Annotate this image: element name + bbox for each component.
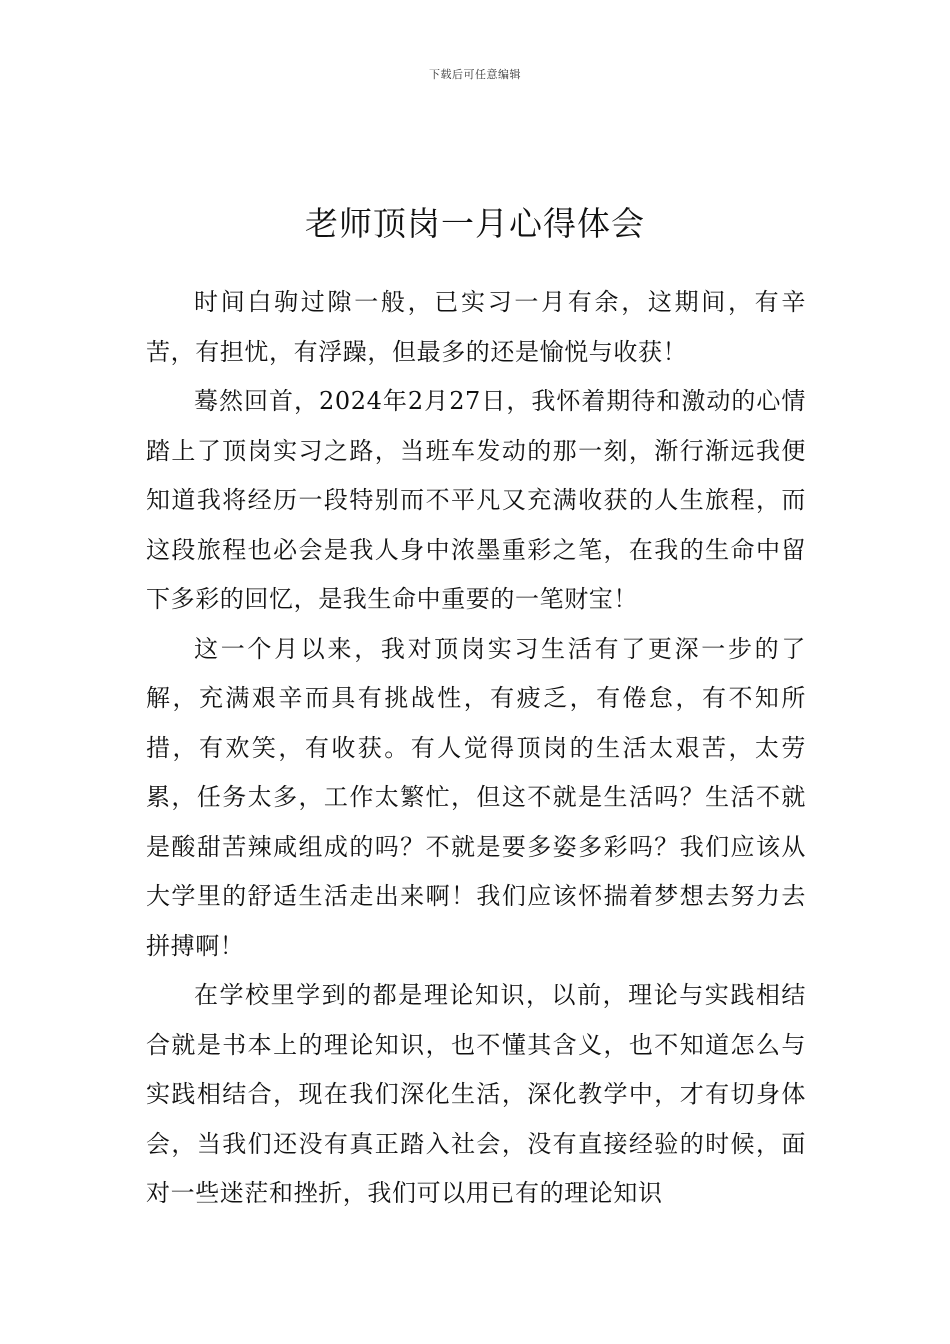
paragraph: 这一个月以来，我对顶岗实习生活有了更深一步的了解，充满艰辛而具有挑战性，有疲乏，有倦怠，有不知所措，有欢笑，有收获。有人觉得顶岗的生活太艰苦，太劳累，任务太多，工作太繁忙，但这不就是生活吗？生活不就是酸甜苦辣咸组成的吗？不就是要多姿多彩吗？我们应该从大学里的舒适生活走出来啊！我们应该怀揣着梦想去努力去拼搏啊！: [146, 634, 806, 960]
document-body: [146, 278, 806, 1219]
header-note: 下载后可任意编辑: [429, 68, 521, 81]
paragraph: 在学校里学到的都是理论知识，以前，理论与实践相结合就是书本上的理论知识，也不懂其含义，也不知道怎么与实践相结合，现在我们深化生活，深化教学中，才有切身体会，当我们还没有真正踏入社会，没有直接经验的时候，面对一些迷茫和挫折，我们可以用已有的理论知识: [146, 981, 806, 1207]
document-title: 老师顶岗一月心得体会: [305, 204, 645, 244]
paragraph: 时间白驹过隙一般，已实习一月有余，这期间，有辛苦，有担忧，有浮躁，但最多的还是愉悦与收获！: [146, 288, 806, 366]
paragraph: 蓦然回首，2024年2月27日，我怀着期待和激动的心情踏上了顶岗实习之路，当班车发动的那一刻，渐行渐远我便知道我将经历一段特别而不平凡又充满收获的人生旅程，而这段旅程也必会是我人身中浓墨重彩之笔，在我的生命中留下多彩的回忆，是我生命中重要的一笔财宝！: [146, 387, 806, 613]
